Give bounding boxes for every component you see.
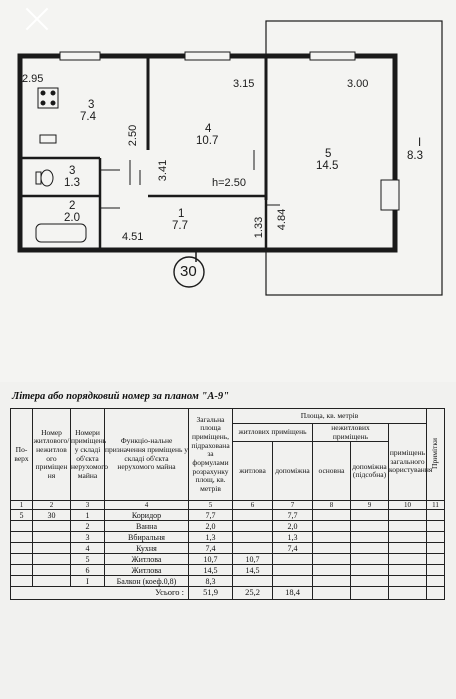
cell-total: 7,7 — [189, 510, 233, 521]
column-number-row — [11, 501, 445, 510]
total-label: Усього : — [11, 587, 189, 600]
dim-room4-width: 3.15 — [233, 78, 255, 90]
room-4-area: 10.7 — [196, 135, 219, 147]
room-bath-num: 2 — [69, 200, 76, 212]
cell-dwelling — [33, 576, 71, 587]
column-number: 10 — [389, 501, 427, 510]
cell-dwelling: 30 — [33, 510, 71, 521]
hdr-function: Функціо-нальне призначення приміщень у складі об'єкта нерухомого майна — [105, 409, 189, 501]
dim-room4-side: 3.41 — [157, 159, 170, 182]
column-number: 2 — [33, 501, 71, 510]
cell-room: 1 — [71, 510, 105, 521]
cell-empty — [389, 532, 427, 543]
cell-dwelling — [33, 554, 71, 565]
cell-empty — [427, 510, 445, 521]
balcony-num: I — [418, 137, 422, 149]
hdr-living-main: житлова — [233, 442, 273, 501]
cell-total: 7,4 — [189, 543, 233, 554]
cell-empty — [313, 532, 351, 543]
table-row — [11, 554, 445, 565]
cell-empty — [427, 565, 445, 576]
window-kitchen — [60, 52, 100, 60]
room-wc-num: 3 — [69, 165, 76, 177]
cell-aux: 1,3 — [273, 532, 313, 543]
table-body — [11, 510, 445, 587]
cell-empty — [427, 532, 445, 543]
cell-aux: 7,7 — [273, 510, 313, 521]
cell-total: 1,3 — [189, 532, 233, 543]
cell-floor: 5 — [11, 510, 33, 521]
sink-icon — [40, 135, 56, 143]
cell-empty — [427, 521, 445, 532]
cell-floor — [11, 565, 33, 576]
table-row — [11, 565, 445, 576]
cell-empty — [313, 510, 351, 521]
dim-corridor-width: 4.51 — [122, 231, 144, 243]
hdr-notes — [427, 409, 445, 501]
total-area-value: 51,9 — [189, 587, 233, 600]
cell-empty — [313, 554, 351, 565]
room-area-table — [10, 408, 445, 600]
cell-empty — [351, 510, 389, 521]
cell-floor — [11, 554, 33, 565]
cell-total: 14,5 — [189, 565, 233, 576]
column-number: 6 — [233, 501, 273, 510]
column-number: 5 — [189, 501, 233, 510]
cell-empty — [389, 543, 427, 554]
cell-empty — [351, 543, 389, 554]
window-room5 — [310, 52, 355, 60]
cell-empty — [427, 576, 445, 587]
hdr-floor: По- верх — [11, 409, 33, 501]
room-5-num: 5 — [325, 148, 332, 160]
cell-living — [233, 543, 273, 554]
hdr-area-group: Площа, кв. метрів — [233, 409, 427, 424]
cell-func: Житлова — [105, 554, 189, 565]
dim-corridor-height: 1.33 — [253, 216, 266, 239]
cell-empty — [351, 554, 389, 565]
cell-aux — [273, 565, 313, 576]
table-row — [11, 521, 445, 532]
cell-living — [233, 576, 273, 587]
cell-empty — [427, 543, 445, 554]
room-5-area: 14.5 — [316, 160, 339, 172]
close-icon[interactable] — [24, 6, 50, 32]
cell-dwelling — [33, 521, 71, 532]
document-title: Літера або порядковий номер за планом "А-9" — [12, 391, 229, 402]
hdr-dwelling-no: Номер житлового/ нежитлов ого приміщен ня — [33, 409, 71, 501]
apartment-number: 30 — [180, 263, 197, 280]
cell-room: 2 — [71, 521, 105, 532]
room-kitchen-area: 7.4 — [80, 111, 96, 123]
total-aux-value: 18,4 — [273, 587, 313, 600]
cell-empty — [389, 521, 427, 532]
cell-empty — [313, 565, 351, 576]
hdr-nonliving-aux: допоміжна (підсобна) — [351, 442, 389, 501]
cell-dwelling — [33, 565, 71, 576]
cell-aux — [273, 554, 313, 565]
cell-total: 2,0 — [189, 521, 233, 532]
cell-aux — [273, 576, 313, 587]
column-number: 4 — [105, 501, 189, 510]
column-number: 8 — [313, 501, 351, 510]
cell-living — [233, 510, 273, 521]
table-row — [11, 576, 445, 587]
cell-living — [233, 521, 273, 532]
room-4-num: 4 — [205, 123, 212, 135]
column-number: 11 — [427, 501, 445, 510]
cell-empty — [427, 554, 445, 565]
cell-floor — [11, 543, 33, 554]
room-corridor-num: 1 — [178, 208, 185, 220]
window-room4 — [185, 52, 230, 60]
dim-room5-side: 4.84 — [276, 208, 289, 231]
cell-func: Ванна — [105, 521, 189, 532]
balcony-area: 8.3 — [407, 150, 423, 162]
cell-floor — [11, 576, 33, 587]
cell-living: 10,7 — [233, 554, 273, 565]
cell-empty — [389, 565, 427, 576]
bathtub-icon — [36, 224, 86, 242]
cell-empty — [313, 543, 351, 554]
cell-floor — [11, 521, 33, 532]
hdr-total-area: Загальна площа приміщень, підрахована за формулами розрахунку площ, кв. метрів — [189, 409, 233, 501]
room-kitchen-num: 3 — [88, 99, 95, 111]
cell-func: Коридор — [105, 510, 189, 521]
cell-empty — [389, 554, 427, 565]
cell-empty — [351, 565, 389, 576]
cell-dwelling — [33, 532, 71, 543]
dim-kitchen-width: 2.95 — [22, 73, 44, 85]
cell-living: 14,5 — [233, 565, 273, 576]
cell-empty — [313, 521, 351, 532]
balcony-door — [381, 180, 399, 210]
cell-func: Вбиральня — [105, 532, 189, 543]
cell-func: Кухня — [105, 543, 189, 554]
hdr-nonliving-main: основна — [313, 442, 351, 501]
hdr-common-use: приміщень загального користування — [389, 424, 427, 501]
cell-room: 3 — [71, 532, 105, 543]
cell-empty — [313, 576, 351, 587]
column-number: 3 — [71, 501, 105, 510]
total-row — [11, 587, 445, 600]
room-bath-area: 2.0 — [64, 212, 80, 224]
cell-empty — [351, 532, 389, 543]
cell-total: 10,7 — [189, 554, 233, 565]
cell-aux: 7,4 — [273, 543, 313, 554]
cell-dwelling — [33, 543, 71, 554]
hdr-room-no: Номери приміщень у складі об'єкта нерухомого майна — [71, 409, 105, 501]
table-row — [11, 510, 445, 521]
dim-kitchen-side: 2.50 — [127, 124, 140, 147]
dim-room5-width: 3.00 — [347, 78, 369, 90]
cell-func: Балкон (коеф.0,8) — [105, 576, 189, 587]
cell-room: 4 — [71, 543, 105, 554]
hdr-living-group: житлових приміщень — [233, 424, 313, 442]
stove-icon — [38, 88, 58, 108]
table-row — [11, 532, 445, 543]
technical-passport-table — [0, 382, 456, 699]
cell-empty — [389, 576, 427, 587]
cell-func: Житлова — [105, 565, 189, 576]
toilet-icon — [41, 170, 53, 186]
hdr-notes-text: Примітки — [430, 437, 440, 469]
cell-living — [233, 532, 273, 543]
cell-empty — [389, 510, 427, 521]
room-wc-area: 1.3 — [64, 177, 80, 189]
column-number: 9 — [351, 501, 389, 510]
cell-room: 5 — [71, 554, 105, 565]
column-number: 1 — [11, 501, 33, 510]
table-row — [11, 543, 445, 554]
cell-floor — [11, 532, 33, 543]
cell-room: I — [71, 576, 105, 587]
cell-empty — [351, 521, 389, 532]
cell-aux: 2,0 — [273, 521, 313, 532]
hdr-living-aux: допоміжна — [273, 442, 313, 501]
cell-room: 6 — [71, 565, 105, 576]
column-number: 7 — [273, 501, 313, 510]
hdr-nonliving-group: нежитлових приміщень — [313, 424, 389, 442]
total-living-value: 25,2 — [233, 587, 273, 600]
room-corridor-area: 7.7 — [172, 220, 188, 232]
cell-total: 8,3 — [189, 576, 233, 587]
ceiling-height: h=2.50 — [212, 177, 246, 189]
cell-empty — [351, 576, 389, 587]
